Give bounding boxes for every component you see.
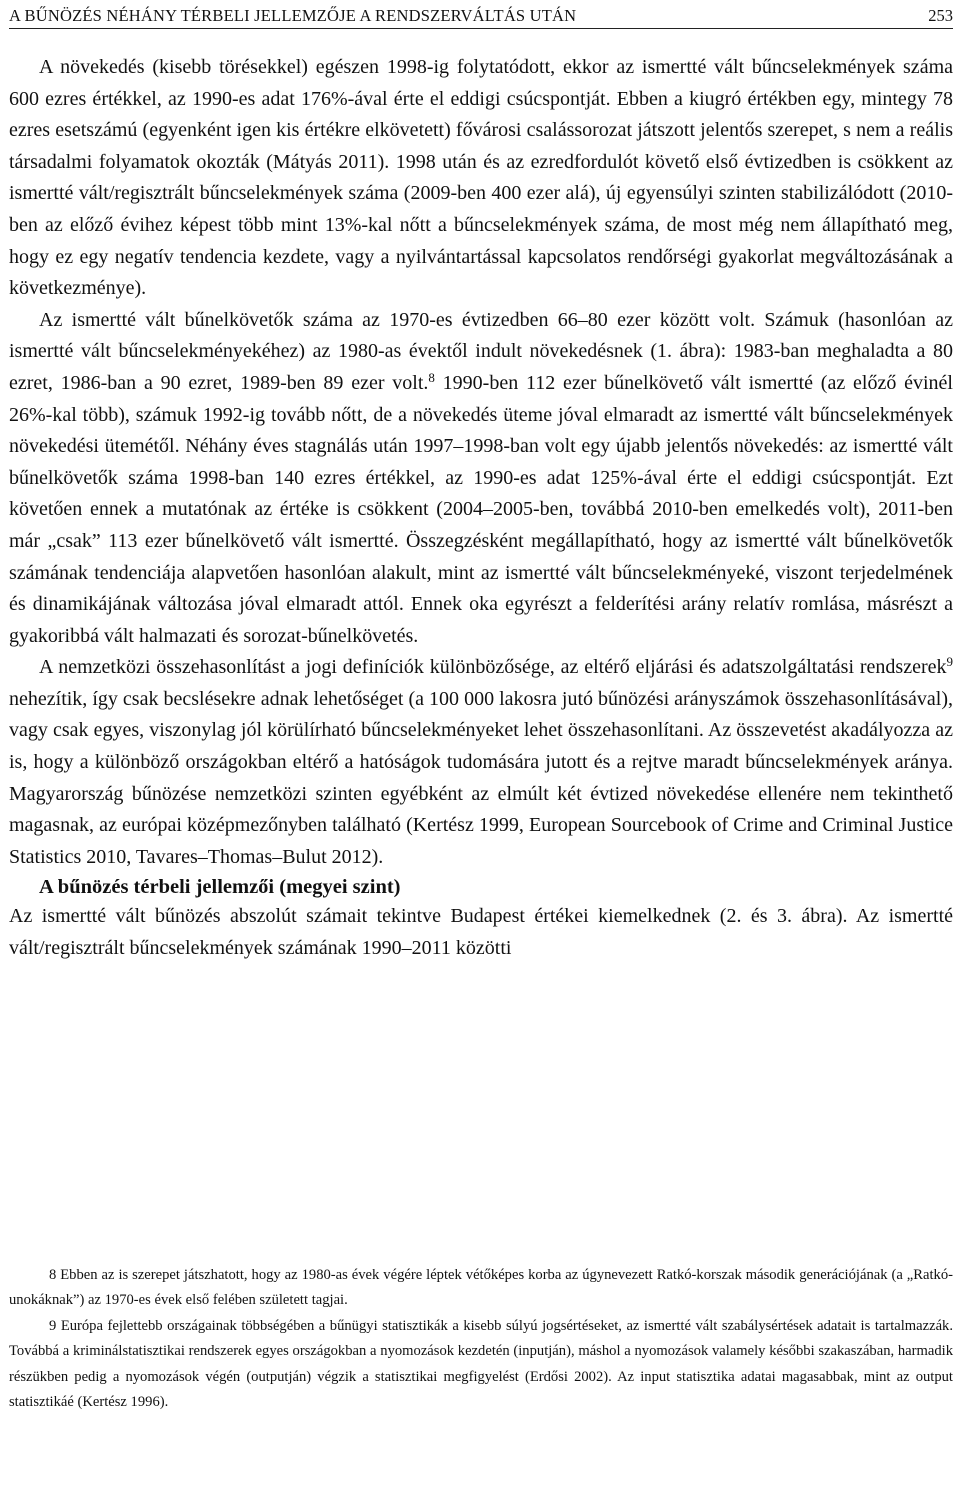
- paragraph-2: [9, 305, 953, 653]
- footnotes: [9, 1263, 953, 1415]
- paragraph-3: [9, 652, 953, 873]
- running-head: [9, 4, 953, 29]
- footnote-ref-9[interactable]: 9: [946, 654, 953, 670]
- document-page: [9, 0, 953, 1485]
- paragraph-3-text-a: A nemzetközi összehasonlítást a jogi definíciók különbözősége, az eltérő eljárási és adatszolgáltatási rendszerek: [39, 656, 947, 679]
- footnote-9: 9 Európa fejlettebb országainak többségében a bűnügyi statisztikák a kisebb súlyú jogsértéseket, az ismertté vált szabálysértések adatait is tartalmazzák. Továbbá a kriminálstatisztikai rendszerek egyes országokban a nyomozások kezdetén (inputján), máshol a nyomozások valamely későbbi szakaszában, harmadik részükben pedig a nyomozások végén (outputján) végzik a statisztikai megfigyelést (Erdősi 2002). Az input statisztika adatai magasabbak, mint az output statisztikáé (Kertész 1996).: [9, 1317, 953, 1411]
- paragraph-1: A növekedés (kisebb törésekkel) egészen 1998-ig folytatódott, ekkor az ismertté vált bűncselekmények száma 600 ezres értékkel, az 1990-es adat 176%-ával érte el eddigi csúcspontját. Ebben a kiugró értékben egy, mintegy 78 ezres esetszámú (egyenként igen kis értékre elkövetett) fővárosi csalássorozat játszott jelentős szerepet, s nem a reális társadalmi folyamatok okozták (Mátyás 2011). 1998 után és az ezredfordulót követő első évtizedben is csökkent az ismertté vált/regisztrált bűncselekmények száma (2009-ben 400 ezer alá), új egyensúlyi szinten stabilizálódott (2010-ben az előző évihez képest több mint 13%-kal nőtt a bűncselekmények száma, de most még nem állapítható meg, hogy ez egy negatív tendencia kezdete, vagy a nyilvántartással kapcsolatos rendőrségi gyakorlat megváltozásának a következménye).: [9, 56, 953, 300]
- body-text: [9, 52, 953, 965]
- paragraph-3-text-b: nehezítik, így csak becslésekre adnak lehetőséget (a 100 000 lakosra jutó bűnözési arányszámok összehasonlításával), vagy csak egyes, viszonylag jól körülírható bűncselekményeket lehet összehasonlítani. Az összevetést akadályozza az is, hogy a különböző országokban eltérő a hatóságok tudomására jutott és a rejtve maradt bűncselekmények aránya. Magyarország bűnözése nemzetközi szinten egyébként az elmúlt két évtized növekedése ellenére nem tekinthető magasnak, az európai középmezőnyben található (Kertész 1999, European Sourcebook of Crime and Criminal Justice Statistics 2010, Tavares–Thomas–Bulut 2012).: [9, 687, 953, 868]
- paragraph-2-text-a: Az ismertté vált bűnelkövetők száma az 1970-es évtizedben 66–80 ezer között volt. Számuk (hasonlóan az ismertté vált bűncselekményekéhez) az 1980-as évektől indult növekedésnek (1. ábra): 1983-ban meghaladta a 80 ezret, 1986-ban a 90 ezret, 1989-ben 89 ezer volt.: [9, 308, 953, 394]
- section-heading: A bűnözés térbeli jellemzői (megyei szint): [39, 876, 401, 899]
- page-number: 253: [928, 6, 953, 25]
- paragraph-4: Az ismertté vált bűnözés abszolút számait tekintve Budapest értékei kiemelkednek (2. és 3. ábra). Az ismertté vált/regisztrált bűncselekmények számának 1990–2011 közötti: [9, 905, 953, 960]
- running-title: A BŰNÖZÉS NÉHÁNY TÉRBELI JELLEMZŐJE A RENDSZERVÁLTÁS UTÁN: [9, 6, 577, 25]
- footnote-8: 8 Ebben az is szerepet játszhatott, hogy az 1980-as évek végére léptek vétőképes korba az úgynevezett Ratkó-korszak második generációjának (a „Ratkó-unokáknak”) az 1970-es évek első felében született tagjai.: [9, 1267, 953, 1309]
- footnote-ref-8[interactable]: 8: [428, 369, 435, 385]
- paragraph-2-text-b: 1990-ben 112 ezer bűnelkövető vált ismertté (az előző évinél 26%-kal több), számuk 1992-ig tovább nőtt, de a növekedés üteme jóval elmaradt az ismertté vált bűncselekmények növekedési ütemétől. Néhány éves stagnálás után 1997–1998-ban volt egy újabb jelentős növekedés: az ismertté vált bűnelkövetők száma 1998-ban 140 ezres értékkel, az 1990-es adat 125%-ával érte el eddigi csúcspontját. Ezt követően ennek a mutatónak az értéke is csökkent (2004–2005-ben, továbbá 2010-ben emelkedés volt), 2011-ben már „csak” 113 ezer bűnelkövető vált ismertté. Összegzésként megállapítható, hogy az ismertté vált bűnelkövetők számának tendenciája alapvetően hasonlóan alakult, mint az ismertté vált bűncselekményeké, viszont terjedelmének és dinamikájának változása jóval elmaradt attól. Ennek oka egyrészt a felderítési arány relatív romlása, másrészt a gyakoribbá vált halmazati és sorozat-bűnelkövetés.: [9, 371, 953, 647]
